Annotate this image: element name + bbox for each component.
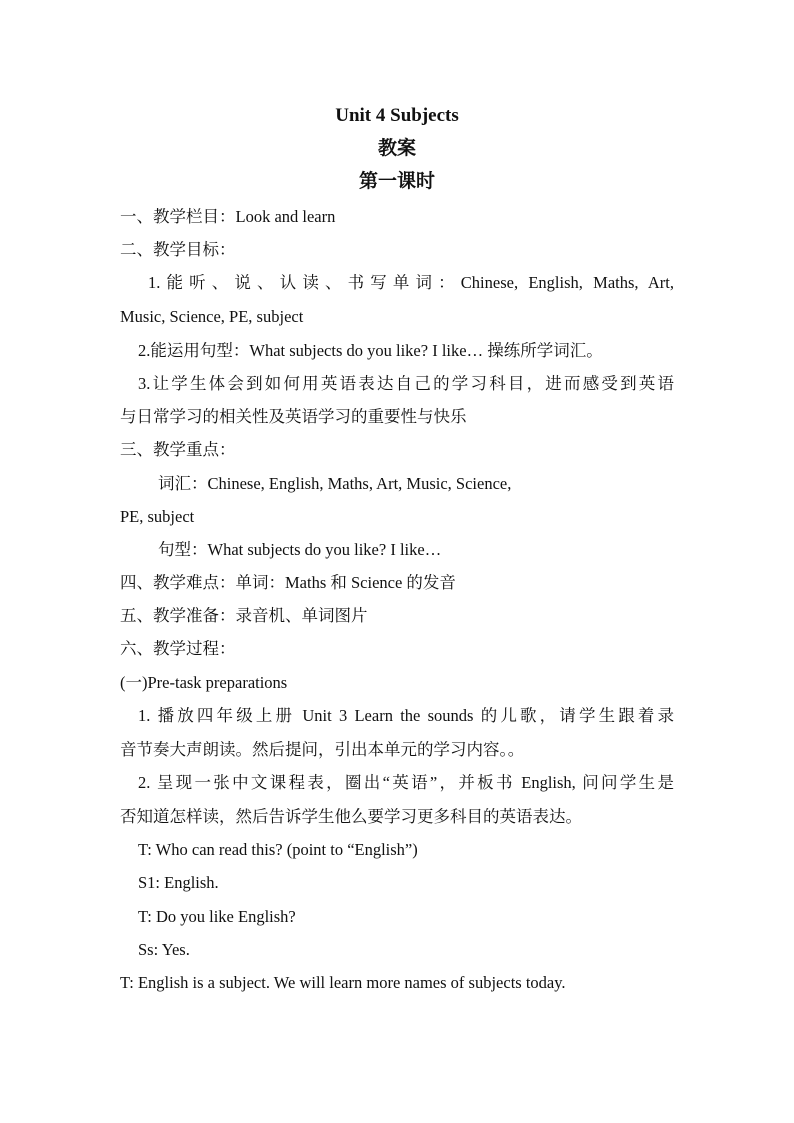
dialogue-line-2: S1: English. (138, 873, 219, 892)
section-objectives: 二、教学目标： (120, 240, 236, 259)
key-vocab: 词汇：Chinese, English, Maths, Art, Music, Science, (158, 474, 512, 493)
section-process: 六、教学过程： (120, 639, 236, 658)
step-1: 1. 播放四年级上册 Unit 3 Learn the sounds 的儿歌，请学生跟着录 (138, 706, 674, 725)
objective-1-cont: Music, Science, PE, subject (120, 307, 304, 326)
objective-3: 3.让学生体会到如何用英语表达自己的学习科目，进而感受到英语 (138, 374, 674, 393)
doc-subtitle: 教案 (377, 138, 416, 159)
dialogue-line-1: T: Who can read this? (point to “English”) (138, 840, 418, 859)
section-difficulties: 四、教学难点：单词：Maths 和 Science 的发音 (120, 573, 456, 592)
section-preparation: 五、教学准备：录音机、单词图片 (120, 606, 368, 625)
step-2-cont: 否知道怎样读，然后告诉学生他么要学习更多科目的英语表达。 (120, 807, 582, 826)
dialogue-line-5: T: English is a subject. We will learn more names of subjects today. (120, 973, 566, 992)
step-1-cont: 音节奏大声朗读。然后提问，引出本单元的学习内容。。 (120, 740, 525, 759)
doc-title: Unit 4 Subjects (335, 105, 459, 126)
dialogue-line-3: T: Do you like English? (138, 907, 296, 926)
dialogue-line-4: Ss: Yes. (138, 940, 190, 959)
step-2: 2. 呈现一张中文课程表，圈出“英语”，并板书 English, 问问学生是 (138, 773, 674, 792)
key-sentence: 句型：What subjects do you like? I like… (158, 540, 442, 559)
section-key-points: 三、教学重点： (120, 440, 236, 459)
lesson-label: 第一课时 (358, 171, 435, 192)
objective-2: 2.能运用句型：What subjects do you like? I like… 操练所学词汇。 (138, 341, 603, 360)
objective-1: 1.能听、说、认读、书写单词：Chinese, English, Maths, Art, (148, 273, 674, 292)
section-column: 一、教学栏目：Look and learn (120, 207, 336, 226)
pre-task-heading: (一)Pre-task preparations (120, 673, 288, 692)
key-vocab-cont: PE, subject (120, 507, 195, 526)
objective-3-cont: 与日常学习的相关性及英语学习的重要性与快乐 (120, 407, 467, 426)
